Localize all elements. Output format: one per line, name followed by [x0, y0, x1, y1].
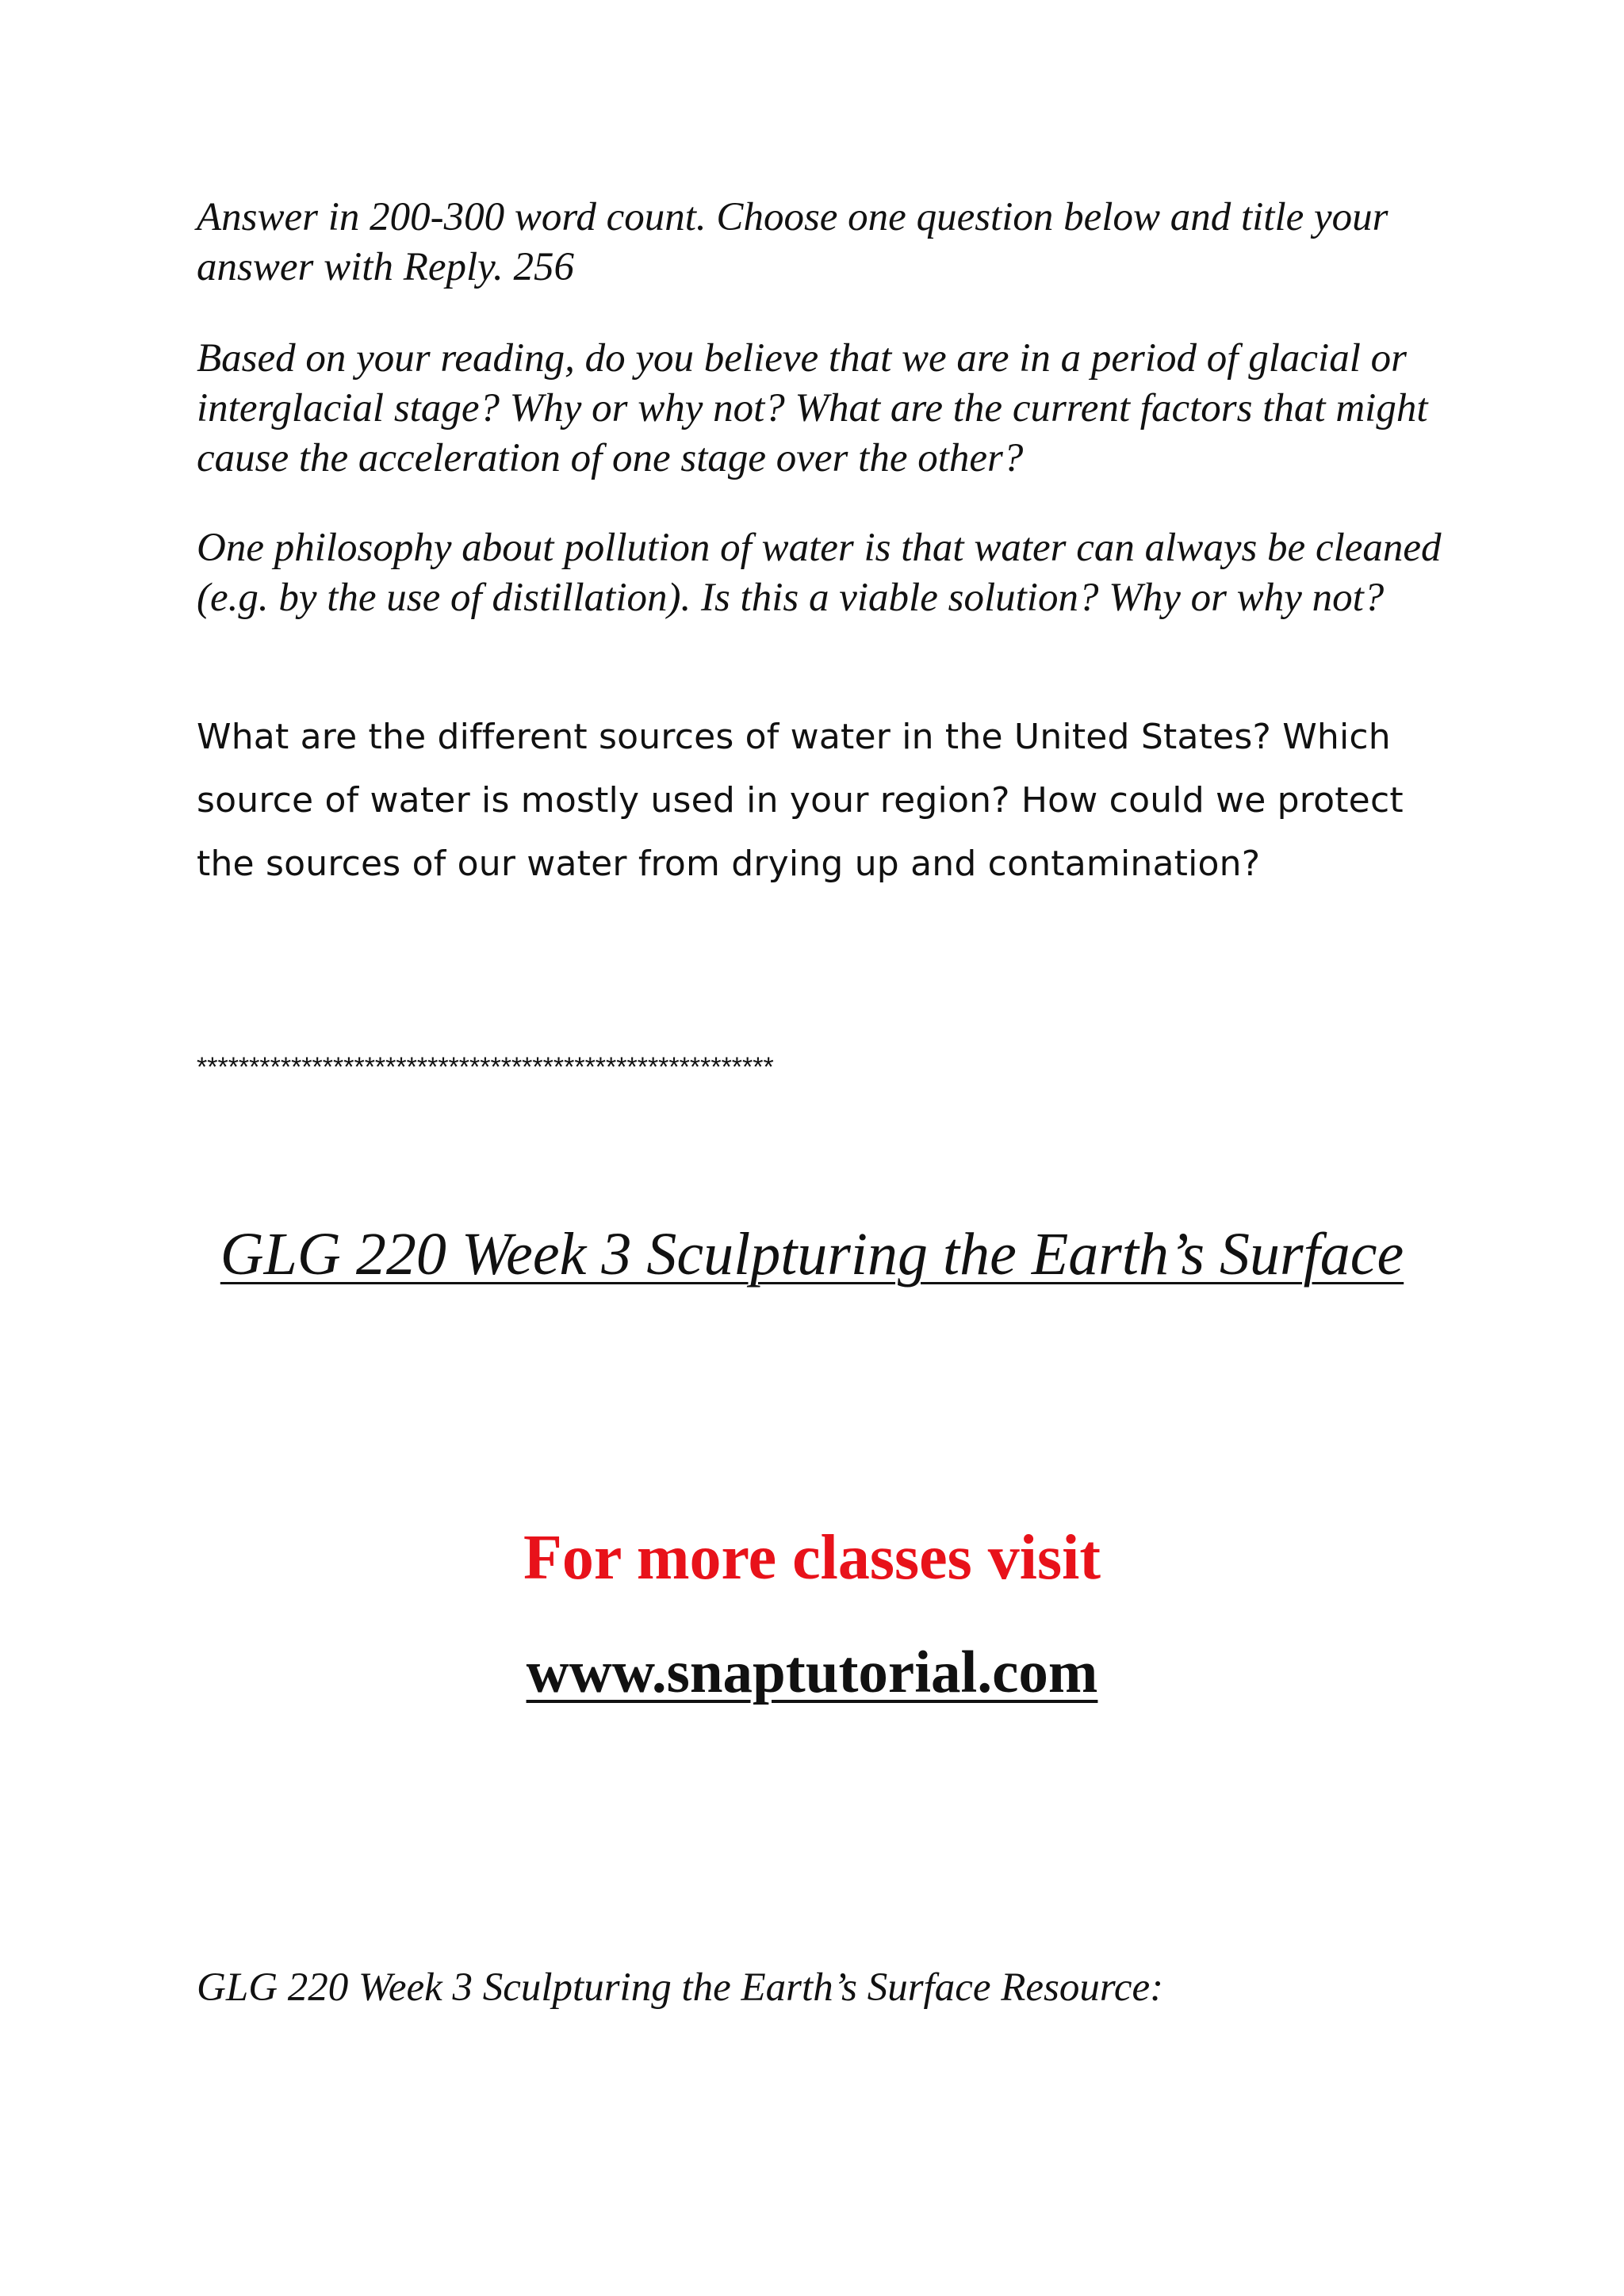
question-water-pollution: One philosophy about pollution of water is that water can always be cleaned (e.g. by the use of distillation). Is this a viable solution? Why or why not? — [197, 526, 1442, 620]
question-water-sources: What are the different sources of water in the United States? Which source of water is mostly used in your region? How could we protect the sources of our water from drying up and contamination? — [197, 717, 1404, 884]
promo-text: For more classes visit — [523, 1523, 1101, 1593]
resource-line: GLG 220 Week 3 Sculpturing the Earth’s Surface Resource: — [197, 1965, 1164, 2010]
website-link[interactable]: www.snaptutorial.com — [526, 1640, 1098, 1705]
section-heading: GLG 220 Week 3 Sculpturing the Earth’s Surface — [220, 1221, 1404, 1288]
instructions-paragraph: Answer in 200-300 word count. Choose one question below and title your answer with Reply. 256 — [197, 195, 1388, 289]
asterisk-separator: ******************************************************* — [197, 1052, 774, 1082]
question-glacial-stage: Based on your reading, do you believe that we are in a period of glacial or interglacial stage? Why or why not? What are the current factors that might cause the acceleration of one stage over the other? — [197, 336, 1428, 480]
